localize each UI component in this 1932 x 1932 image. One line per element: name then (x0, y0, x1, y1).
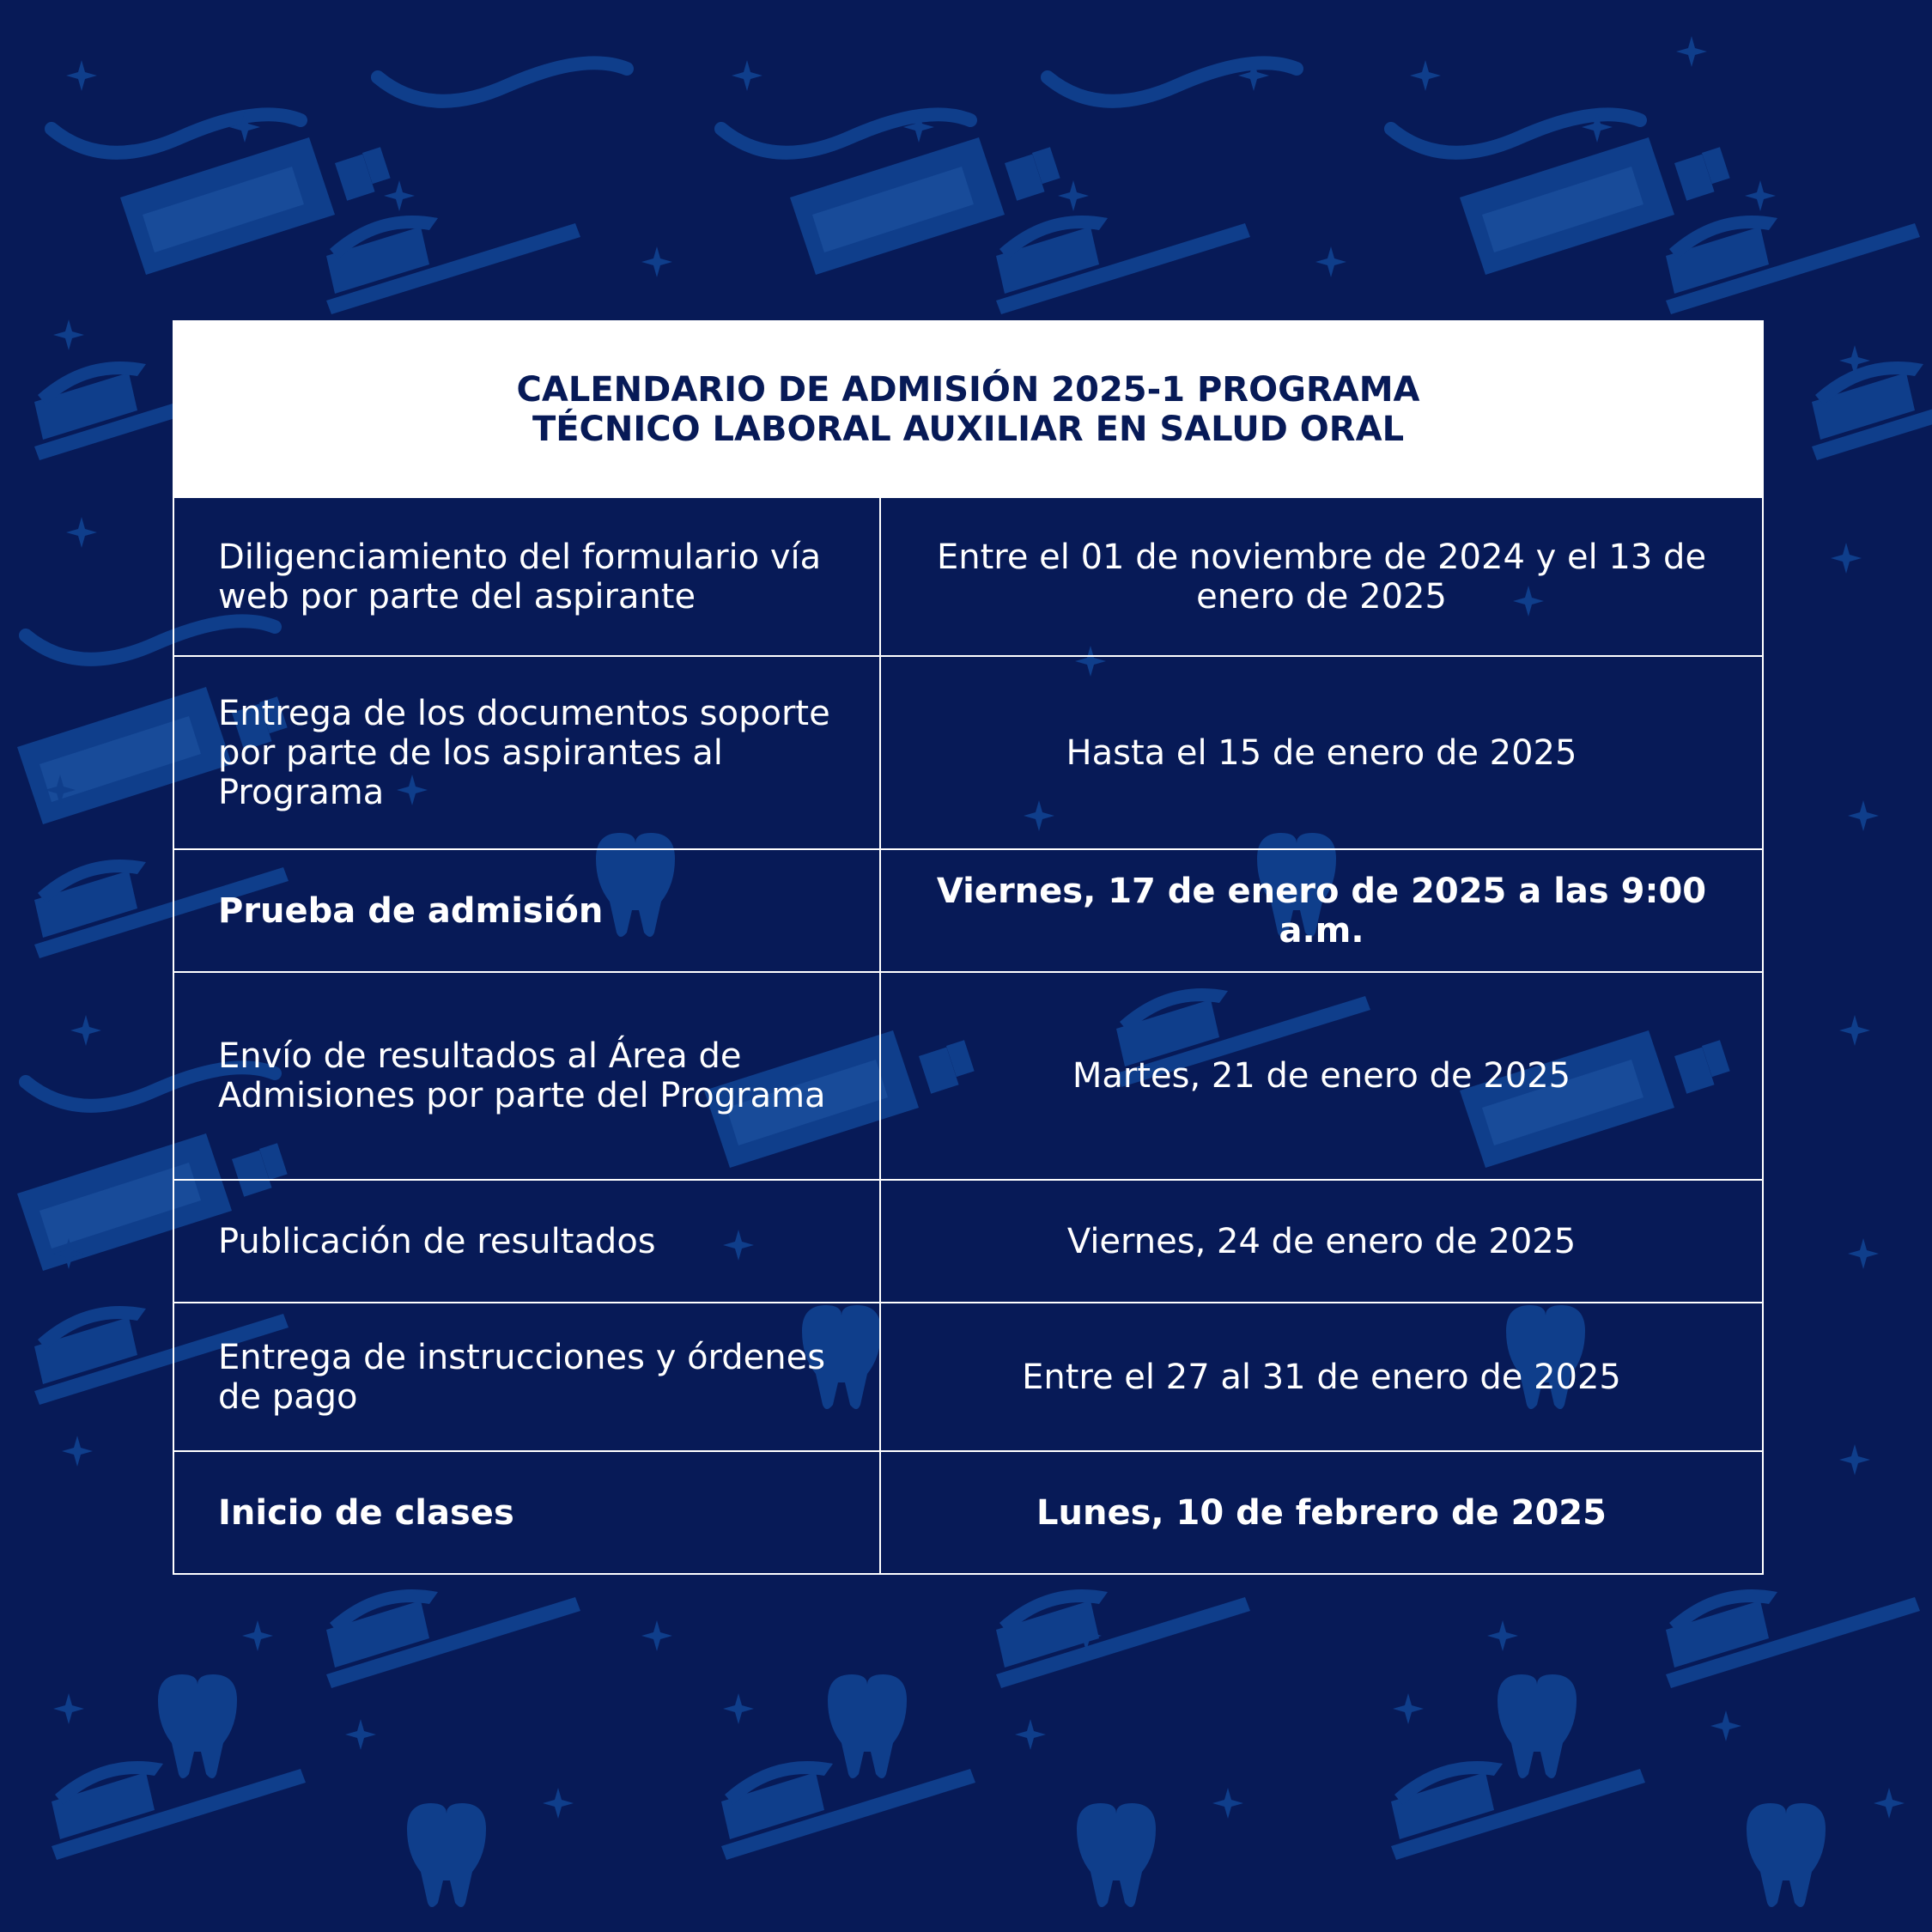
table-row (173, 1451, 1763, 1574)
activity-cell: Entrega de los documentos soporte por parte de los aspirantes al Programa (173, 656, 880, 849)
table-row (173, 1180, 1763, 1303)
table-row (173, 849, 1763, 972)
table-row (173, 972, 1763, 1180)
activity-cell: Envío de resultados al Área de Admisiones por parte del Programa (173, 972, 880, 1180)
activity-cell: Entrega de instrucciones y órdenes de pago (173, 1303, 880, 1451)
calendar-header-row (173, 321, 1763, 497)
date-cell: Lunes, 10 de febrero de 2025 (880, 1451, 1763, 1574)
activity-cell: Publicación de resultados (173, 1180, 880, 1303)
date-cell: Entre el 27 al 31 de enero de 2025 (880, 1303, 1763, 1451)
date-cell: Viernes, 17 de enero de 2025 a las 9:00 a.m. (880, 849, 1763, 972)
table-row (173, 497, 1763, 656)
calendar-title (173, 321, 1763, 497)
activity-cell: Prueba de admisión (173, 849, 880, 972)
table-row (173, 656, 1763, 849)
date-cell: Entre el 01 de noviembre de 2024 y el 13 de enero de 2025 (880, 497, 1763, 656)
date-cell: Viernes, 24 de enero de 2025 (880, 1180, 1763, 1303)
admission-calendar-table (173, 320, 1764, 1575)
date-cell: Hasta el 15 de enero de 2025 (880, 656, 1763, 849)
calendar-title-line-2: TÉCNICO LABORAL AUXILIAR EN SALUD ORAL (532, 409, 1405, 449)
calendar-title-line-1: CALENDARIO DE ADMISIÓN 2025-1 PROGRAMA (516, 369, 1420, 410)
activity-cell: Inicio de clases (173, 1451, 880, 1574)
activity-cell: Diligenciamiento del formulario vía web por parte del aspirante (173, 497, 880, 656)
date-cell: Martes, 21 de enero de 2025 (880, 972, 1763, 1180)
table-row (173, 1303, 1763, 1451)
